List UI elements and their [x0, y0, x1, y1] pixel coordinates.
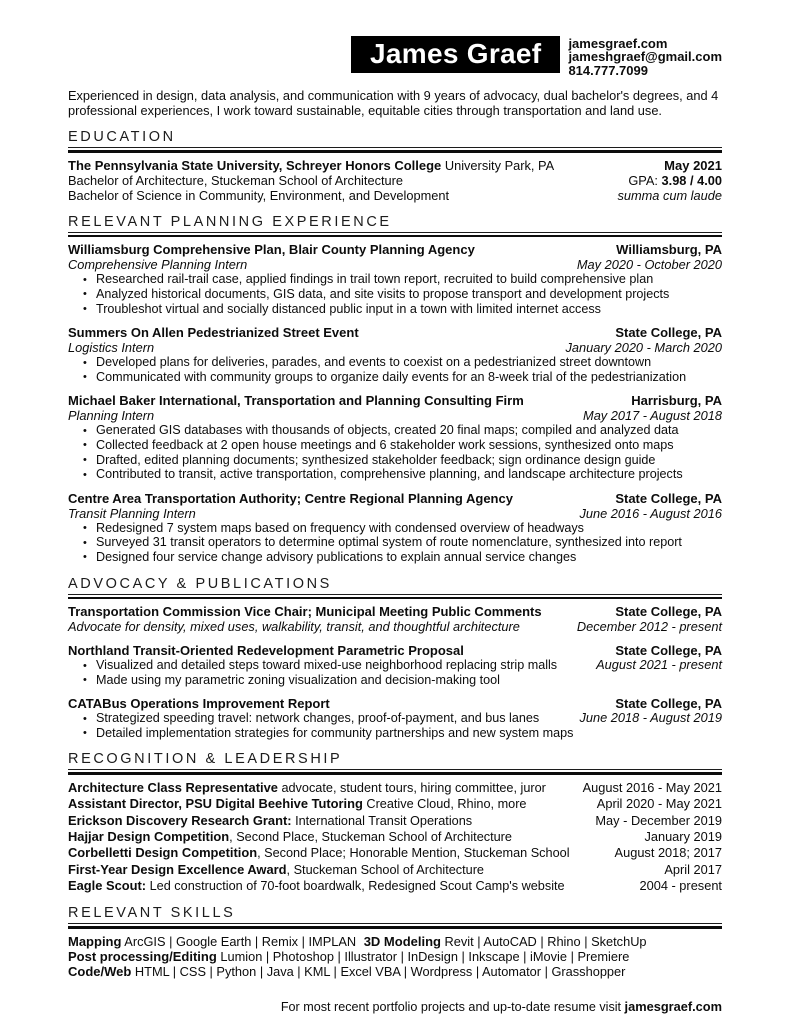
recognition-row: Erickson Discovery Research Grant: International Transit Operations May - December 2019 [68, 812, 722, 828]
job-role: Transit Planning Intern [68, 505, 196, 521]
skills-line: Mapping ArcGIS | Google Earth | Remix | IMPLAN 3D Modeling Revit | AutoCAD | Rhino | SketchUp [68, 933, 647, 949]
header [68, 36, 722, 76]
email-text: jameshgraef@gmail.com [568, 49, 722, 65]
job-title: Centre Area Transportation Authority; Centre Regional Planning Agency [68, 490, 513, 506]
skill-category: 3D Modeling [363, 933, 441, 949]
entry-dates: December 2012 - present [576, 619, 722, 635]
job-dates: June 2016 - August 2016 [579, 505, 722, 521]
bullet-item: • Designed four service change advisory publications to explain annual service changes [83, 550, 722, 565]
bullet-item: • Communicated with community groups to organize daily events for an 8-week trial of the pedestrianization [83, 370, 722, 385]
section-education [68, 130, 722, 203]
recognition-row: First-Year Design Excellence Award, Stuckeman School of Architecture April 2017 [68, 861, 722, 877]
honors: summa cum laude [617, 187, 722, 203]
bullet-item: • Generated GIS databases with thousands of objects, created 20 final maps; compiled and analyzed data [83, 423, 722, 438]
section-rule [68, 772, 722, 775]
skills-line: Post processing/Editing Lumion | Photoshop | Illustrator | InDesign | Inkscape | iMovie | Premiere [68, 949, 630, 965]
job-entry [68, 325, 722, 384]
job-bullets [68, 521, 722, 565]
section-heading: RELEVANT SKILLS [68, 906, 722, 924]
name-banner: James Graef [351, 36, 560, 73]
job-bullets [68, 272, 722, 316]
job-title: Michael Baker International, Transportation and Planning Consulting Firm [68, 393, 524, 409]
bullet-item: • Redesigned 7 system maps based on frequency with condensed overview of headways [83, 521, 722, 536]
gpa: GPA: 3.98 / 4.00 [628, 172, 722, 188]
recognition-row: Eagle Scout: Led construction of 70-foot boardwalk, Redesigned Scout Camp's website 2004 - present [68, 877, 722, 893]
school-location: University Park, PA [441, 157, 555, 173]
recognition-date: May - December 2019 [595, 812, 722, 828]
education-school-row [68, 158, 722, 173]
job-dates: January 2020 - March 2020 [565, 340, 722, 356]
section-skills [68, 906, 722, 979]
job-location: State College, PA [615, 325, 722, 341]
section-advocacy [68, 577, 722, 741]
degree1: Bachelor of Architecture, Stuckeman School of Architecture [68, 172, 404, 188]
recognition-row: Assistant Director, PSU Digital Beehive Tutoring Creative Cloud, Rhino, more April 2020 - May 2021 [68, 796, 722, 812]
entry-title: Northland Transit-Oriented Redevelopment Parametric Proposal [68, 643, 464, 659]
job-location: Williamsburg, PA [616, 242, 722, 258]
job-role: Planning Intern [68, 408, 155, 424]
entry-title: CATABus Operations Improvement Report [68, 696, 330, 712]
bullet-item: • Detailed implementation strategies for community partnerships and new system maps [83, 726, 722, 741]
degree2: Bachelor of Science in Community, Environment, and Development [68, 187, 450, 203]
job-entry [68, 491, 722, 565]
entry-dates: August 2021 - present [596, 657, 722, 673]
recognition-row: Architecture Class Representative advocate, student tours, hiring committee, juror August 2016 - May 2021 [68, 780, 722, 796]
education-degree2-row [68, 188, 722, 203]
entry-location: State College, PA [615, 604, 722, 620]
section-rule [68, 235, 722, 238]
bullet-item: • Surveyed 31 transit operators to determine optimal system of route nomenclature, synthesized into report [83, 535, 722, 550]
job-bullets [68, 355, 722, 384]
entry-role: Advocate for density, mixed uses, walkability, transit, and thoughtful architecture [68, 619, 520, 635]
contact-block [568, 36, 722, 77]
advocacy-entry [68, 643, 722, 687]
job-location: Harrisburg, PA [631, 393, 722, 409]
footer-website: jamesgraef.com [624, 998, 722, 1014]
entry-location: State College, PA [615, 643, 722, 659]
bullet-item: • Researched rail-trail case, applied findings in trail town report, recruited to build comprehensive plan [83, 272, 722, 287]
job-location: State College, PA [615, 490, 722, 506]
entry-location: State College, PA [615, 696, 722, 712]
recognition-date: 2004 - present [639, 877, 722, 893]
bullet-item: • Analyzed historical documents, GIS data, and site visits to propose transport and development projects [83, 287, 722, 302]
bullet-item: • Troubleshot virtual and socially distanced public input in a town with limited internet access [83, 302, 722, 317]
section-recognition [68, 752, 722, 894]
entry-bullets [68, 658, 722, 687]
website-text: jamesgraef.com [568, 36, 668, 51]
summary-paragraph: Experienced in design, data analysis, and communication with 9 years of advocacy, dual bachelor's degrees, and 4 professional experiences, I work toward sustainable, equitable cities through transportation and land use. [68, 88, 719, 118]
section-heading: EDUCATION [68, 130, 722, 148]
job-dates: May 2017 - August 2018 [583, 408, 722, 424]
entry-bullets [68, 711, 722, 740]
footer-note: For most recent portfolio projects and up-to-date resume visit jamesgraef.com [280, 998, 722, 1014]
school-name: The Pennsylvania State University, Schreyer Honors College [68, 157, 442, 173]
bullet-item: • Visualized and detailed steps toward mixed-use neighborhood replacing strip malls August 2021 - present [83, 658, 722, 673]
school-line [68, 158, 554, 173]
skill-category: Post processing/Editing [68, 949, 217, 965]
section-heading: RECOGNITION & LEADERSHIP [68, 752, 722, 770]
education-degree1-row [68, 173, 722, 188]
job-title: Summers On Allen Pedestrianized Street Event [68, 325, 359, 341]
recognition-row: Corbelletti Design Competition, Second Place; Honorable Mention, Stuckeman School August 2018; 2017 [68, 845, 722, 861]
skill-category: Code/Web [68, 964, 132, 980]
section-rule [68, 597, 722, 600]
entry-title: Transportation Commission Vice Chair; Municipal Meeting Public Comments [68, 604, 542, 620]
phone-text: 814.777.7099 [568, 62, 648, 78]
bullet-item: • Collected feedback at 2 open house meetings and 6 stakeholder work sessions, synthesized onto maps [83, 438, 722, 453]
bullet-item: • Drafted, edited planning documents; synthesized stakeholder feedback; sign ordinance design guide [83, 453, 722, 468]
section-heading: ADVOCACY & PUBLICATIONS [68, 577, 722, 595]
recognition-row: Hajjar Design Competition, Second Place, Stuckeman School of Architecture January 2019 [68, 828, 722, 844]
bullet-item: • Developed plans for deliveries, parades, and events to coexist on a pedestrianized street downtown [83, 355, 722, 370]
section-heading: RELEVANT PLANNING EXPERIENCE [68, 215, 722, 233]
recognition-date: April 2017 [664, 861, 722, 877]
graduation-date: May 2021 [664, 157, 722, 173]
bullet-item: • Contributed to transit, active transportation, comprehensive planning, and landscape architecture projects [83, 467, 722, 482]
job-bullets [68, 423, 722, 481]
section-rule [68, 926, 722, 929]
job-entry [68, 393, 722, 481]
advocacy-entry [68, 604, 722, 634]
section-rule [68, 150, 722, 153]
job-entry [68, 242, 722, 316]
bullet-item: • Strategized speeding travel: network changes, proof-of-payment, and bus lanes June 2018 - August 2019 [83, 711, 722, 726]
job-title: Williamsburg Comprehensive Plan, Blair County Planning Agency [68, 242, 475, 258]
advocacy-entry [68, 696, 722, 740]
recognition-date: January 2019 [644, 828, 722, 844]
skill-category: Mapping [68, 933, 122, 949]
recognition-date: April 2020 - May 2021 [596, 796, 722, 812]
recognition-date: August 2018; 2017 [614, 845, 722, 861]
section-experience [68, 215, 722, 565]
skills-line: Code/Web HTML | CSS | Python | Java | KML | Excel VBA | Wordpress | Automator | Grasshopper [68, 964, 626, 980]
job-dates: May 2020 - October 2020 [576, 257, 722, 273]
entry-dates: June 2018 - August 2019 [579, 710, 722, 726]
bullet-item: • Made using my parametric zoning visualization and decision-making tool [83, 673, 722, 688]
job-role: Logistics Intern [68, 340, 155, 356]
job-role: Comprehensive Planning Intern [68, 257, 248, 273]
recognition-date: August 2016 - May 2021 [582, 780, 722, 796]
